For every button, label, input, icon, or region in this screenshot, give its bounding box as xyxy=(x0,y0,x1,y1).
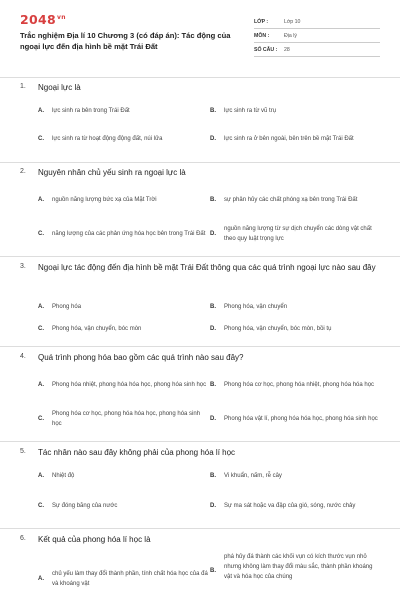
question-number: 1. xyxy=(20,83,26,90)
option-letter: D. xyxy=(210,326,216,332)
option-text: lực sinh ra ở bên ngoài, bên trên bề mặt Trái Đất xyxy=(224,136,354,142)
option-b[interactable] xyxy=(210,374,380,396)
option-d[interactable] xyxy=(210,495,380,517)
option-a[interactable] xyxy=(38,374,208,396)
option-text: Phong hóa, vận chuyển, bóc mòn xyxy=(52,326,142,332)
option-b[interactable] xyxy=(210,100,380,122)
option-text: phá hủy đá thành các khối vụn có kích thước vụn nhỏ nhưng không làm thay đổi màu sắc, thành phần khoáng vật và hóa học của chúng xyxy=(224,554,373,580)
logo-suffix: vn xyxy=(57,13,66,21)
option-letter: C. xyxy=(38,503,44,509)
option-text: nguồn năng lượng bức xạ của Mặt Trời xyxy=(52,197,157,203)
option-text: Phong hóa nhiệt, phong hóa hóa học, phong hóa sinh học xyxy=(52,382,207,388)
meta-row-subject xyxy=(254,29,380,43)
option-a[interactable] xyxy=(38,465,208,487)
option-b[interactable] xyxy=(210,552,380,594)
option-a[interactable] xyxy=(38,568,208,590)
option-letter: B. xyxy=(210,197,216,203)
meta-row-count xyxy=(254,43,380,57)
option-letter: C. xyxy=(38,136,44,142)
option-letter: A. xyxy=(38,304,44,310)
option-letter: C. xyxy=(38,416,44,422)
question-number: 4. xyxy=(20,353,26,360)
question-text: Quá trình phong hóa bao gồm các quá trình nào sau đây? xyxy=(38,353,244,362)
option-text: lực sinh ra bên trong Trái Đất xyxy=(52,108,130,114)
option-a[interactable] xyxy=(38,296,208,318)
option-letter: D. xyxy=(210,136,216,142)
option-text: Phong hóa cơ học, phong hóa nhiệt, phong hóa hóa học xyxy=(224,382,375,388)
option-letter: A. xyxy=(38,108,44,114)
option-text: Phong hóa vật lí, phong hóa hóa học, phong hóa sinh học xyxy=(224,416,378,422)
question-divider xyxy=(0,256,400,257)
meta-table xyxy=(254,15,380,57)
option-b[interactable] xyxy=(210,189,380,211)
header-divider xyxy=(0,77,400,78)
option-d[interactable] xyxy=(210,128,380,150)
option-letter: B. xyxy=(210,382,216,388)
option-b[interactable] xyxy=(210,296,380,318)
option-text: Nhiệt độ xyxy=(52,473,75,479)
option-text: lực sinh ra từ vũ trụ xyxy=(224,108,277,114)
option-c[interactable] xyxy=(38,223,208,245)
option-letter: C. xyxy=(38,326,44,332)
option-letter: A. xyxy=(38,473,44,479)
meta-label: MÔN : xyxy=(254,32,270,39)
option-d[interactable] xyxy=(210,223,380,245)
logo-text: 2048 xyxy=(20,12,56,27)
option-letter: D. xyxy=(210,416,216,422)
option-letter: B. xyxy=(210,108,216,114)
option-letter: D. xyxy=(210,231,216,237)
option-text: nguồn năng lượng từ sự dịch chuyển các dòng vật chất theo quy luật trọng lực xyxy=(224,226,372,242)
option-text: lực sinh ra từ hoạt động động đất, núi lửa xyxy=(52,136,163,142)
question-number: 6. xyxy=(20,535,26,542)
option-d[interactable] xyxy=(210,318,380,340)
question-divider xyxy=(0,441,400,442)
option-text: năng lượng của các phản ứng hóa học bên trong Trái Đất xyxy=(52,231,206,237)
question-2 xyxy=(20,165,380,253)
question-number: 5. xyxy=(20,448,26,455)
option-c[interactable] xyxy=(38,495,208,517)
question-text: Nguyên nhân chủ yếu sinh ra ngoại lực là xyxy=(38,168,186,177)
question-text: Ngoại lực tác động đến địa hình bề mặt Trái Đất thông qua các quá trình ngoại lực nào sau đây xyxy=(38,263,376,272)
question-text: Kết quả của phong hóa lí học là xyxy=(38,535,151,544)
question-5 xyxy=(20,445,380,525)
option-text: Phong hóa cơ học, phong hóa hóa học, phong hóa sinh học xyxy=(52,411,201,427)
option-letter: D. xyxy=(210,503,216,509)
question-1 xyxy=(20,80,380,160)
option-text: Sự đóng băng của nước xyxy=(52,503,118,509)
option-letter: C. xyxy=(38,231,44,237)
option-text: Phong hóa, vận chuyển, bóc mòn, bồi tụ xyxy=(224,326,332,332)
option-text: chủ yếu làm thay đổi thành phần, tính chất hóa học của đá và khoáng vật xyxy=(52,571,208,587)
question-text: Tác nhân nào sau đây không phải của phong hóa lí học xyxy=(38,448,236,457)
meta-label: SỐ CÂU : xyxy=(254,46,278,53)
meta-value: Lớp 10 xyxy=(284,18,301,25)
question-number: 2. xyxy=(20,168,26,175)
option-d[interactable] xyxy=(210,408,380,430)
option-letter: A. xyxy=(38,576,44,582)
option-c[interactable] xyxy=(38,408,208,430)
question-3 xyxy=(20,260,380,345)
option-letter: A. xyxy=(38,197,44,203)
question-4 xyxy=(20,350,380,438)
option-text: sự phân hủy các chất phóng xạ bên trong Trái Đất xyxy=(224,197,358,203)
question-text: Ngoại lực là xyxy=(38,83,81,92)
option-letter: A. xyxy=(38,382,44,388)
option-letter: B. xyxy=(210,568,216,574)
question-divider xyxy=(0,162,400,163)
document-title: Trắc nghiệm Địa lí 10 Chương 3 (có đáp án): Tác động của ngoại lực đến địa hình bề mặt Trái Đất xyxy=(20,31,231,51)
question-divider xyxy=(0,346,400,347)
option-b[interactable] xyxy=(210,465,380,487)
option-text: Vi khuẩn, nấm, rễ cây xyxy=(224,473,282,479)
question-6 xyxy=(20,532,380,598)
option-a[interactable] xyxy=(38,100,208,122)
question-number: 3. xyxy=(20,263,26,270)
option-text: Phong hóa xyxy=(52,304,82,310)
meta-label: LỚP : xyxy=(254,18,269,25)
site-logo[interactable] xyxy=(20,12,66,27)
option-text: Phong hóa, vận chuyển xyxy=(224,304,288,310)
option-letter: B. xyxy=(210,473,216,479)
option-c[interactable] xyxy=(38,128,208,150)
question-divider xyxy=(0,528,400,529)
meta-value: Địa lý xyxy=(284,32,297,39)
meta-row-class xyxy=(254,15,380,29)
option-letter: B. xyxy=(210,304,216,310)
page-header xyxy=(0,0,400,72)
option-a[interactable] xyxy=(38,189,208,211)
option-text: Sự ma sát hoặc va đập của gió, sóng, nước chảy xyxy=(224,503,356,509)
option-c[interactable] xyxy=(38,318,208,340)
meta-value: 28 xyxy=(284,46,290,53)
